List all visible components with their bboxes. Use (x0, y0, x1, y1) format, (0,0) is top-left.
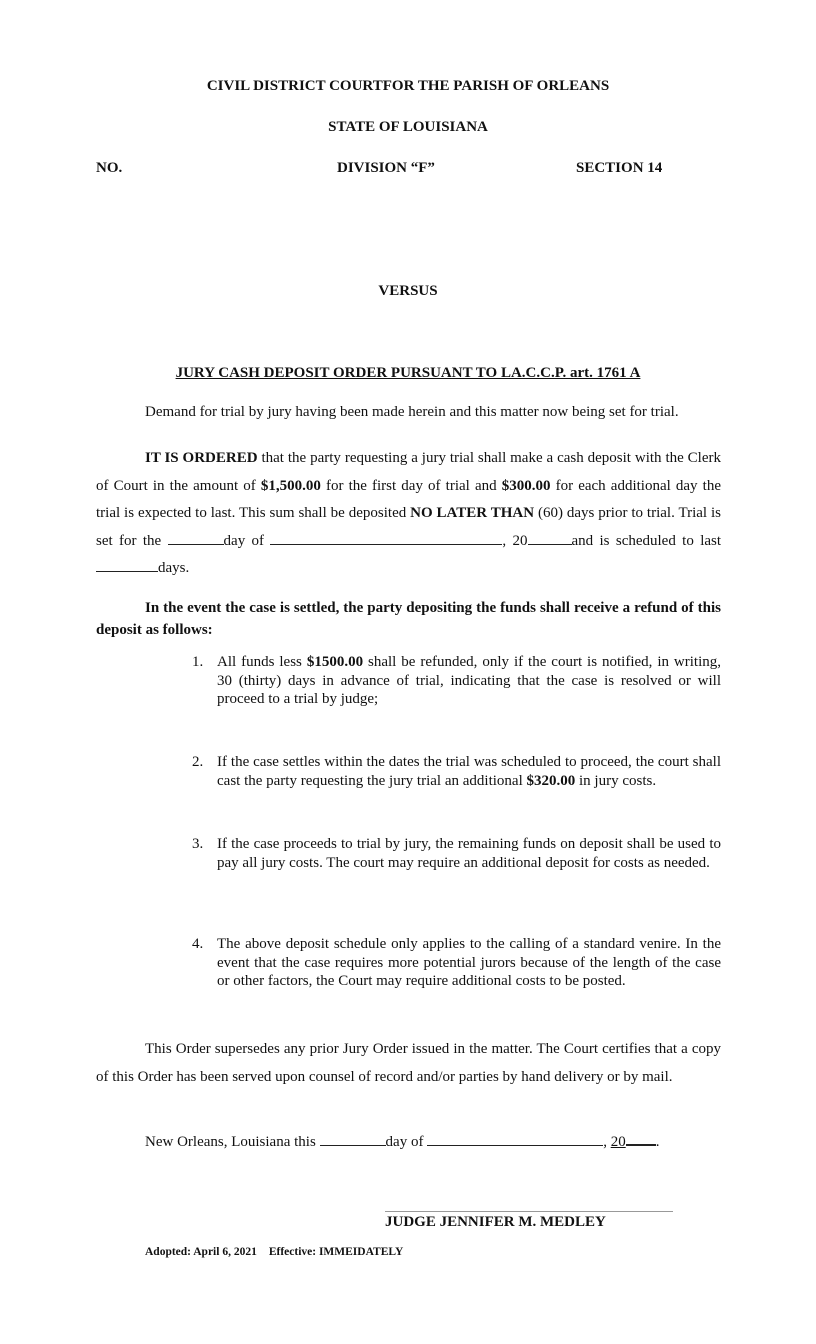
deadline-emphasis: NO LATER THAN (410, 505, 535, 521)
additional-day-amount: $300.00 (501, 477, 551, 494)
item-number: 3. (192, 836, 204, 852)
order-text: , 20 (502, 532, 528, 549)
signed-text: New Orleans, Louisiana this (145, 1134, 320, 1150)
item-number: 4. (192, 936, 204, 952)
order-text: day of (223, 532, 271, 549)
signed-text: day of (385, 1134, 428, 1150)
order-text: that the party requesting a jury trial shall make a cash deposit with the Clerk of Court in the amount of (96, 450, 721, 494)
order-text: for each additional day the trial is expected to last. This sum shall be deposited (96, 477, 721, 521)
item-text-part: All funds less (217, 654, 307, 670)
order-text: for the first day of trial and (320, 477, 502, 494)
effective-date: Effective: IMMEIDATELY (268, 1246, 404, 1258)
signed-text: , (603, 1134, 611, 1150)
refund-heading: In the event the case is settled, the party depositing the funds shall receive a refund of this deposit as follows: (96, 600, 721, 638)
item-text-part: shall be refunded, only if the court is notified, in writing, 30 (thirty) days in advance of trial, indicating that the case is resolved or will proceed to a trial by judge; (217, 654, 722, 707)
court-name: CIVIL DISTRICT COURTFOR THE PARISH OF ORLEANS (206, 78, 610, 94)
item-amount: $320.00 (526, 772, 576, 789)
signature-line[interactable] (385, 1211, 673, 1212)
state-name: STATE OF LOUISIANA (328, 119, 488, 135)
adopted-date: Adopted: April 6, 2021 (145, 1246, 257, 1258)
versus-label: VERSUS (378, 283, 438, 299)
first-day-amount: $1,500.00 (260, 477, 321, 494)
judge-name: JUDGE JENNIFER M. MEDLEY (385, 1214, 606, 1230)
item-amount: $1500.00 (306, 654, 364, 670)
signed-line (145, 1132, 659, 1151)
trial-month-blank[interactable] (270, 532, 502, 545)
section-label: SECTION 14 (576, 160, 663, 176)
signed-day-blank[interactable] (320, 1133, 386, 1146)
item-text: The above deposit schedule only applies to the calling of a standard venire. In the event that the case requires more potential jurors because of the length of the case or other factors, the Court may require additional costs to be posted. (217, 936, 721, 989)
order-text: and is scheduled to last (571, 532, 722, 549)
item-text (217, 753, 721, 790)
item-number: 1. (192, 654, 204, 670)
trial-day-blank[interactable] (168, 532, 224, 545)
intro-paragraph: Demand for trial by jury having been made herein and this matter now being set for trial. (145, 404, 679, 420)
item-number: 2. (192, 754, 204, 770)
order-paragraph (96, 445, 721, 583)
case-number-label: NO. (96, 160, 123, 176)
item-text: If the case proceeds to trial by jury, the remaining funds on deposit shall be used to pay all jury costs. The court may require an additional deposit for costs as needed. (217, 836, 721, 871)
order-title: JURY CASH DEPOSIT ORDER PURSUANT TO LA.C.C.P. art. 1761 A (175, 365, 641, 381)
order-lead: IT IS ORDERED (145, 450, 258, 466)
trial-length-blank[interactable] (96, 559, 158, 572)
signed-month-blank[interactable] (427, 1133, 603, 1146)
order-text: (60) days prior to trial. Trial is set for the (96, 505, 721, 549)
footer (145, 1246, 403, 1258)
supersede-paragraph: This Order supersedes any prior Jury Order issued in the matter. The Court certifies that a copy of this Order has been served upon counsel of record and/or parties by hand delivery or by mail. (96, 1041, 721, 1085)
item-text-part: If the case settles within the dates the trial was scheduled to proceed, the court shall cast the party requesting the jury trial an additional (217, 754, 721, 789)
signed-text: . (655, 1134, 660, 1150)
trial-year-blank[interactable] (528, 532, 572, 545)
item-text-part: in jury costs. (575, 772, 657, 789)
item-text (217, 653, 721, 709)
signed-year-prefix: 20 (610, 1134, 626, 1150)
order-text: days. (158, 560, 190, 576)
signed-year-blank[interactable] (626, 1132, 656, 1146)
division-label: DIVISION “F” (337, 160, 435, 176)
